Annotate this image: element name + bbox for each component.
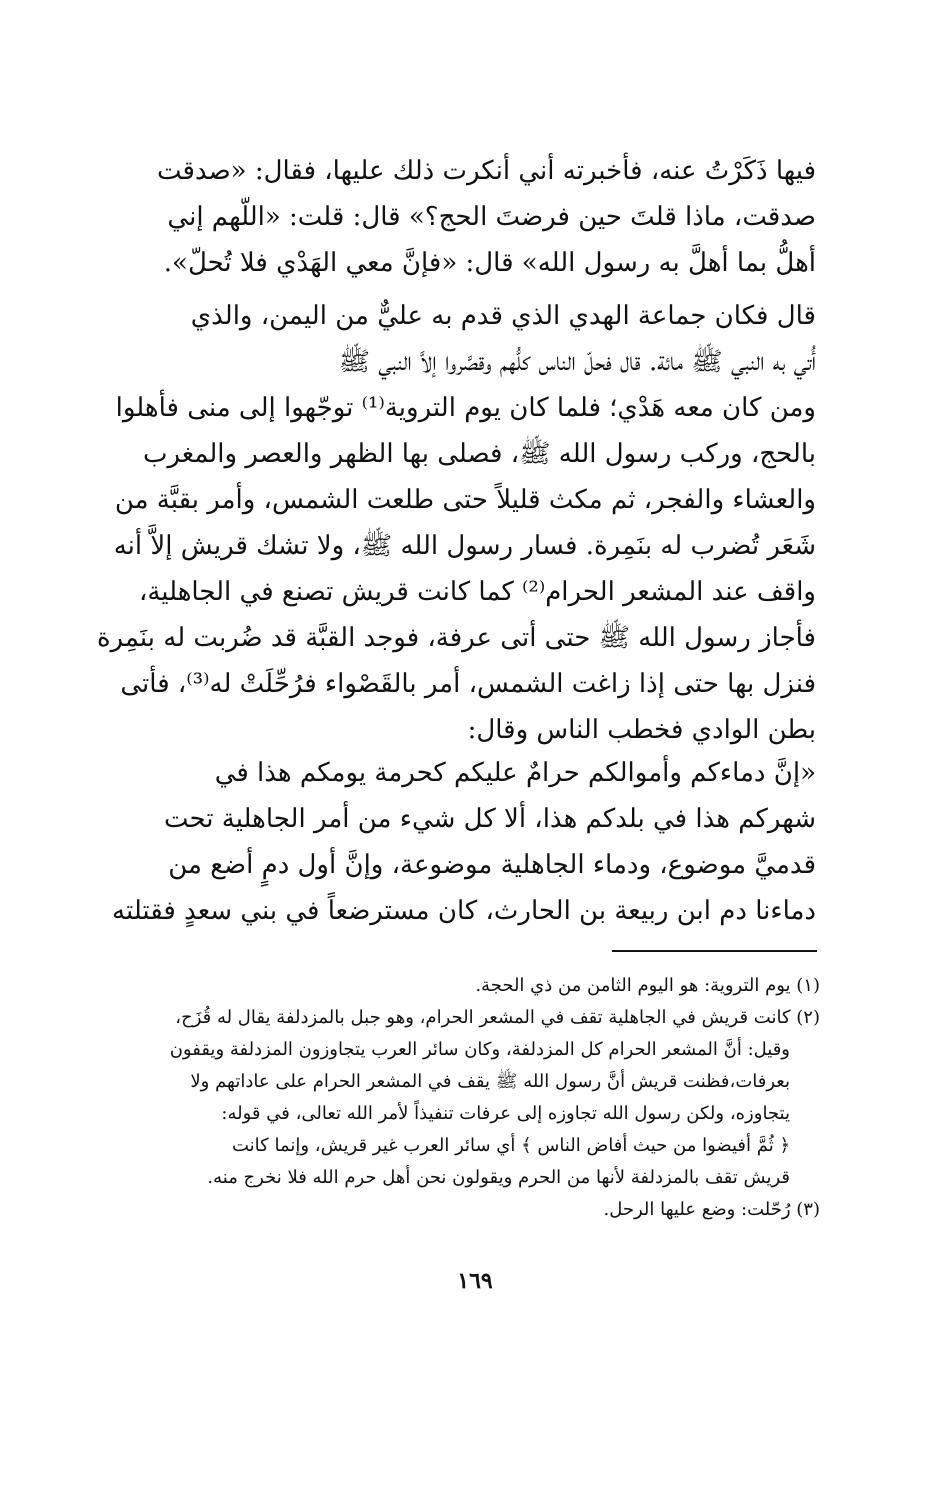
text-line: فيها ذَكَرْتُ عنه، فأخبرته أني أنكرت ذلك عليها، فقال: «صدقت [156, 156, 816, 186]
page-number: ١٦٩ [457, 1268, 493, 1294]
text-line: واقف عند المشعر الحرام⁽²⁾ كما كانت قريش تصنع في الجاهلية، [138, 577, 816, 607]
footnotes [150, 970, 820, 1226]
footnote-2-continuation: وقيل: أنَّ المشعر الحرام كل المزدلفة، وكان سائر العرب يتجاوزون المزدلفة ويقفون [169, 1039, 790, 1060]
footnote-2-continuation: بعرفات،فظنت قريش أنَّ رسول الله ﷺ يقف في المشعر الحرام على عاداتهم ولا [190, 1071, 790, 1092]
footnote-2: (٢) كانت قريش في الجاهلية تقف في المشعر الحرام، وهو جبل بالمزدلفة يقال له قُزَح، [175, 1007, 820, 1028]
text-line: ومن كان معه هَدْي؛ فلما كان يوم التروية⁽¹⁾ توجّهوا إلى منى فأهلوا [115, 393, 816, 423]
text-line: صدقت، ماذا قلتَ حين فرضتَ الحج؟» قال: قلت: «اللّهم إني [167, 202, 816, 232]
text-line: دماءنا دم ابن ربيعة بن الحارث، كان مسترضعاً في بني سعدٍ فقتلته [112, 896, 816, 926]
footnote-2-continuation: ﴿ ثُمَّ أفيضوا من حيث أفاض الناس ﴾ أي سائر العرب غير قريش، وإنما كانت [232, 1135, 790, 1156]
paragraph-3 [112, 750, 816, 934]
text-line: فأجاز رسول الله ﷺ حتى أتى عرفة، فوجد القبَّة قد ضُربت له بنَمِرة [96, 623, 816, 653]
text-line: أهلُّ بما أهلَّ به رسول الله» قال: «فإنَّ معي الهَدْي فلا تُحلّ». [163, 248, 816, 278]
footnote-2-continuation: يتجاوزه، ولكن رسول الله تجاوزه إلى عرفات تنفيذاً لأمر الله تعالى، في قوله: [221, 1103, 790, 1124]
footnote-2-continuation: قريش تقف بالمزدلفة لأنها من الحرم ويقولون نحن أهل حرم الله فلا نخرج منه. [207, 1167, 790, 1188]
text-line: شَعَر تُضرب له بنَمِرة. فسار رسول الله ﷺ، ولا تشك قريش إلاَّ أنه [113, 531, 816, 561]
footnote-divider [612, 950, 817, 952]
text-line: «إنَّ دماءكم وأموالكم حرامٌ عليكم كحرمة يومكم هذا في [214, 758, 816, 788]
text-line: قدميَّ موضوع، ودماء الجاهلية موضوعة، وإنَّ أول دمٍ أضع من [168, 850, 816, 880]
paragraph-2 [96, 293, 816, 753]
text-line: فنزل بها حتى إذا زاغت الشمس، أمر بالقَصْواء فرُحِّلَتْ له⁽³⁾، فأتى [120, 669, 816, 699]
text-line: بالحج، وركب رسول الله ﷺ، فصلى بها الظهر والعصر والمغرب [142, 439, 816, 469]
text-line: أُتي به النبي ﷺ مائة. قال فحلّ الناس كلُّهم وقصَّروا إلاَّ النبي ﷺ [338, 347, 816, 377]
text-line: شهركم هذا في بلدكم هذا، ألا كل شيء من أمر الجاهلية تحت [163, 804, 816, 834]
text-line: والعشاء والفجر، ثم مكث قليلاً حتى طلعت الشمس، وأمر بقبَّة من [114, 485, 816, 515]
footnote-1: (١) يوم التروية: هو اليوم الثامن من ذي الحجة. [475, 975, 820, 996]
text-line: قال فكان جماعة الهدي الذي قدم به عليٌّ من اليمن، والذي [190, 301, 816, 331]
paragraph-1 [150, 148, 816, 286]
text-line: بطن الوادي فخطب الناس وقال: [467, 715, 816, 745]
footnote-3: (٣) رُحّلت: وضع عليها الرحل. [603, 1199, 820, 1220]
